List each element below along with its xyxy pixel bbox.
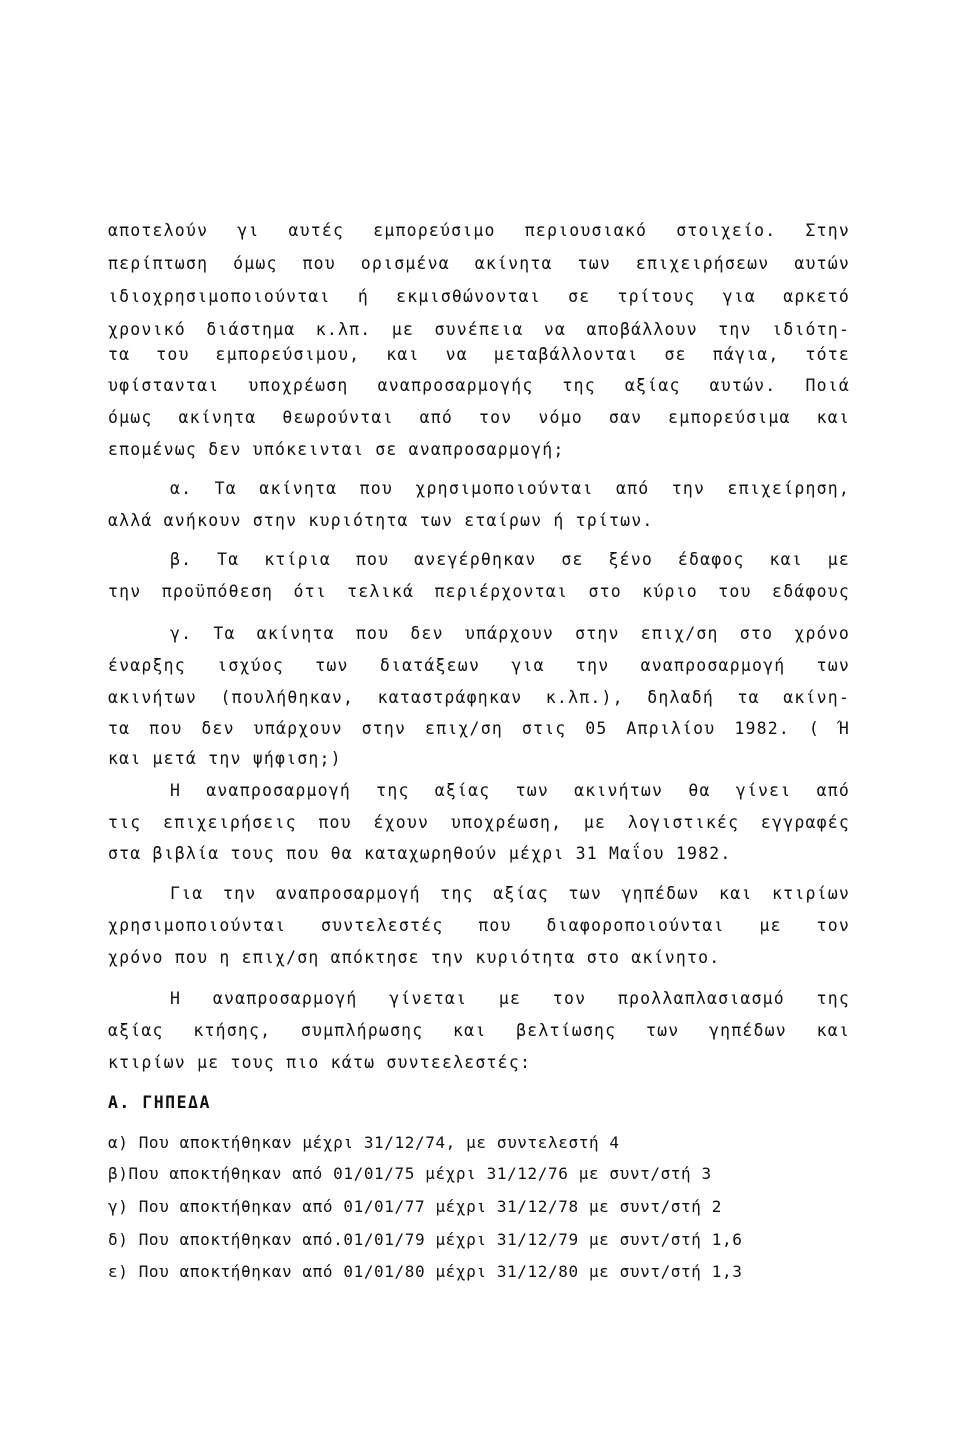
item-a-line: αλλά ανήκουν στην κυριότητα των εταίρων ή τρίτων. bbox=[108, 511, 654, 530]
list-item: γ) Που αποκτήθηκαν από 01/01/77 μέχρι 31/12/78 με συντ/στή 2 bbox=[108, 1197, 722, 1216]
list-item: ε) Που αποκτήθηκαν από 01/01/80 μέχρι 31/12/80 με συντ/στή 1,3 bbox=[108, 1262, 743, 1281]
list-item: δ) Που αποκτήθηκαν από.01/01/79 μέχρι 31/12/79 με συντ/στή 1,6 bbox=[108, 1230, 743, 1249]
item-c-line: ακινήτων (πουλήθηκαν, καταστράφηκαν κ.λπ.), δηλαδή τα ακίνη- bbox=[108, 688, 850, 707]
item-c-line: τα που δεν υπάρχουν στην επιχ/ση στις 05 Απριλίου 1982. ( Ή bbox=[108, 719, 850, 738]
text-line: Η αναπροσαρμογή γίνεται με τον προλλαπλασιασμό της bbox=[170, 989, 850, 1008]
text-line: στα βιβλία τους που θα καταχωρηθούν μέχρι 31 Μαΐου 1982. bbox=[108, 844, 732, 863]
section-heading: Α. ΓΗΠΕΔΑ bbox=[108, 1093, 211, 1112]
list-item: β)Που αποκτήθηκαν από 01/01/75 μέχρι 31/12/76 με συντ/στή 3 bbox=[108, 1164, 712, 1183]
text-line: αξίας κτήσης, συμπλήρωσης και βελτίωσης των γηπέδων και bbox=[108, 1021, 850, 1040]
text-line: χρόνο που η επιχ/ση απόκτησε την κυριότητα στο ακίνητο. bbox=[108, 948, 721, 967]
text-line: τα του εμπορεύσιμου, και να μεταβάλλονται σε πάγια, τότε bbox=[108, 345, 850, 364]
text-line: Για την αναπροσαρμογή της αξίας των γηπέδων και κτιρίων bbox=[170, 884, 850, 903]
text-line: όμως ακίνητα θεωρούνται από τον νόμο σαν εμπορεύσιμα και bbox=[108, 408, 850, 427]
item-c-line: γ. Τα ακίνητα που δεν υπάρχουν στην επιχ/ση στο χρόνο bbox=[170, 624, 850, 643]
text-line: αποτελούν γι αυτές εμπορεύσιμο περιουσιακό στοιχείο. Στην bbox=[108, 221, 850, 240]
text-line: Η αναπροσαρμογή της αξίας των ακινήτων θα γίνει από bbox=[170, 781, 850, 800]
text-line: υφίστανται υποχρέωση αναπροσαρμογής της αξίας αυτών. Ποιά bbox=[108, 376, 850, 395]
text-line: χρησιμοποιούνται συντελεστές που διαφοροποιούνται με τον bbox=[108, 916, 850, 935]
item-b-line: β. Τα κτίρια που ανεγέρθηκαν σε ξένο έδαφος και με bbox=[170, 550, 850, 569]
list-item: α) Που αποκτήθηκαν μέχρι 31/12/74, με συντελεστή 4 bbox=[108, 1133, 620, 1152]
item-a-line: α. Τα ακίνητα που χρησιμοποιούνται από την επιχείρηση, bbox=[170, 479, 850, 498]
text-line: περίπτωση όμως που ορισμένα ακίνητα των επιχειρήσεων αυτών bbox=[108, 254, 850, 273]
text-line: τις επιχειρήσεις που έχουν υποχρέωση, με λογιστικές εγγραφές bbox=[108, 813, 850, 832]
text-line: ιδιοχρησιμοποιούνται ή εκμισθώνονται σε τρίτους για αρκετό bbox=[108, 287, 850, 306]
text-line: κτιρίων με τους πιο κάτω συντεελεστές: bbox=[108, 1053, 532, 1072]
item-c-line: έναρξης ισχύος των διατάξεων για την αναπροσαρμογή των bbox=[108, 656, 850, 675]
text-line: επομένως δεν υπόκεινται σε αναπροσαρμογή; bbox=[108, 440, 565, 459]
text-line: χρονικό διάστημα κ.λπ. με συνέπεια να αποβάλλουν την ιδιότη- bbox=[108, 320, 850, 339]
item-c-line: και μετά την ψήφιση;) bbox=[108, 749, 342, 768]
item-b-line: την προϋπόθεση ότι τελικά περιέρχονται στο κύριο του εδάφους bbox=[108, 582, 850, 601]
